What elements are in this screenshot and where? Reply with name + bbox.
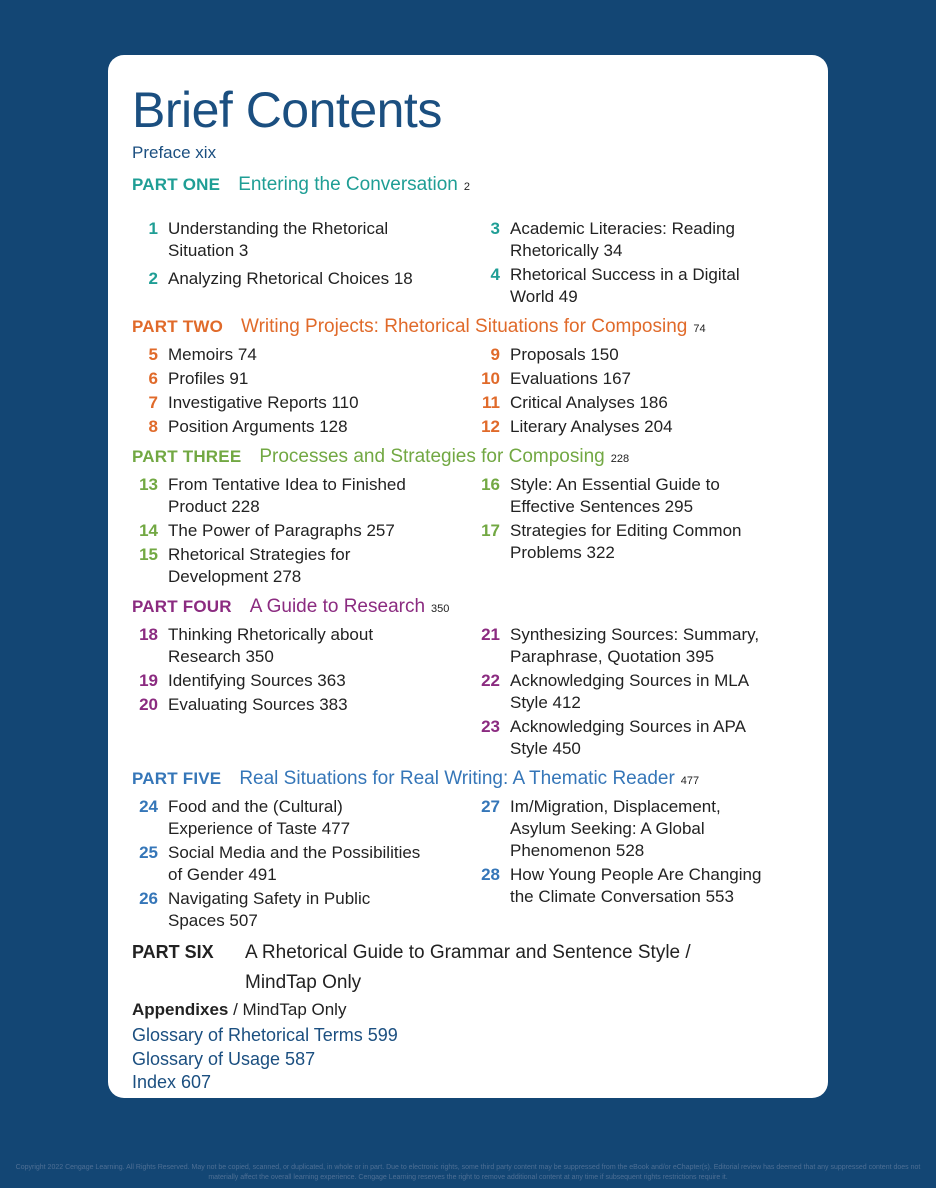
chapter-title: Literary Analyses 204	[510, 417, 673, 436]
glossary-usage-link[interactable]: Glossary of Usage 587	[132, 1049, 316, 1069]
chapter-title: How Young People Are Changing the Climate Conversation 553	[510, 865, 762, 906]
part-label: PART TWO	[132, 317, 223, 336]
part-two-heading[interactable]	[132, 315, 706, 341]
glossary-rhetorical-terms-link[interactable]: Glossary of Rhetorical Terms 599	[132, 1025, 398, 1045]
part-label: PART ONE	[132, 175, 221, 194]
chapter-number: 12	[481, 417, 500, 436]
part-label: PART FIVE	[132, 769, 222, 788]
chapter-number: 1	[148, 219, 158, 238]
chapter-number: 13	[139, 475, 158, 494]
chapter-number: 20	[139, 695, 158, 714]
chapter-number: 22	[481, 671, 500, 690]
chapter-title: Synthesizing Sources: Summary, Paraphrase, Quotation 395	[510, 625, 760, 666]
chapter-title: Style: An Essential Guide to Effective Sentences 295	[510, 475, 720, 516]
chapter-title: Im/Migration, Displacement, Asylum Seeking: A Global Phenomenon 528	[510, 797, 721, 860]
part-page: 2	[463, 181, 470, 193]
chapter-title: Profiles 91	[168, 369, 249, 388]
part-title: A Rhetorical Guide to Grammar and Sentence Style / MindTap Only	[245, 942, 691, 993]
preface-entry[interactable]: Preface xix	[132, 143, 217, 162]
part-page: 477	[680, 775, 700, 787]
chapter-number: 4	[490, 265, 500, 284]
chapter-number: 2	[148, 269, 158, 288]
chapter-number: 15	[139, 545, 158, 564]
part-title: Processes and Strategies for Composing	[259, 446, 605, 467]
chapter-number: 6	[148, 369, 158, 388]
chapter-title: Critical Analyses 186	[510, 393, 668, 412]
chapter-title: Identifying Sources 363	[168, 671, 346, 690]
part-label: PART SIX	[132, 942, 214, 962]
chapter-number: 28	[481, 865, 500, 884]
chapter-number: 26	[139, 889, 158, 908]
appendixes-label: Appendixes	[132, 1000, 229, 1019]
part-page: 228	[610, 453, 630, 465]
chapter-number: 21	[481, 625, 500, 644]
part-page: 74	[693, 323, 706, 335]
part-five-heading[interactable]	[132, 767, 699, 793]
chapter-title: Acknowledging Sources in MLA Style 412	[510, 671, 750, 712]
chapter-number: 5	[148, 345, 158, 364]
chapter-number: 24	[139, 797, 158, 816]
chapter-title: Rhetorical Success in a Digital World 49	[510, 265, 740, 306]
part-title: A Guide to Research	[249, 596, 426, 617]
chapter-title: Academic Literacies: Reading Rhetorically 34	[510, 219, 735, 260]
chapter-number: 27	[481, 797, 500, 816]
chapter-title: Investigative Reports 110	[168, 393, 359, 412]
chapter-title: Understanding the Rhetorical Situation 3	[168, 219, 389, 260]
chapter-title: From Tentative Idea to Finished Product 228	[168, 475, 406, 516]
part-one-heading[interactable]	[132, 173, 470, 199]
chapter-number: 10	[481, 369, 500, 388]
copyright-notice: Copyright 2022 Cengage Learning. All Rights Reserved. May not be copied, scanned, or duplicated, in whole or in part. Due to electronic rights, some third party content may be suppressed from the eBook and/or eChapter(s). Editorial review has deemed that any suppressed content does not materially affect the overall learning experience. Cengage Learning reserves the right to remove additional content at any time if subsequent rights restrictions require it.	[15, 1164, 921, 1181]
chapter-title: Analyzing Rhetorical Choices 18	[168, 269, 413, 288]
part-title: Entering the Conversation	[238, 174, 458, 195]
chapter-title: Evaluations 167	[510, 369, 631, 388]
chapter-title: Food and the (Cultural) Experience of Taste 477	[168, 797, 351, 838]
part-four-heading[interactable]	[132, 595, 449, 621]
chapter-title: Acknowledging Sources in APA Style 450	[510, 717, 746, 758]
chapter-number: 7	[148, 393, 158, 412]
part-title: Writing Projects: Rhetorical Situations for Composing	[241, 316, 688, 337]
part-label: PART THREE	[132, 447, 242, 466]
chapter-number: 14	[139, 521, 158, 540]
appendixes-note: / MindTap Only	[228, 1000, 347, 1019]
part-label: PART FOUR	[132, 597, 232, 616]
appendixes-entry[interactable]	[132, 999, 346, 1021]
chapter-number: 8	[148, 417, 158, 436]
chapter-number: 17	[481, 521, 500, 540]
chapter-title: Strategies for Editing Common Problems 322	[510, 521, 742, 562]
chapter-title: The Power of Paragraphs 257	[168, 521, 395, 540]
chapter-title: Social Media and the Possibilities of Gender 491	[168, 843, 421, 884]
chapter-number: 3	[490, 219, 500, 238]
chapter-number: 9	[490, 345, 500, 364]
chapter-number: 23	[481, 717, 500, 736]
chapter-number: 18	[139, 625, 158, 644]
chapter-title: Navigating Safety in Public Spaces 507	[168, 889, 371, 930]
chapter-number: 16	[481, 475, 500, 494]
chapter-number: 25	[139, 843, 158, 862]
index-link[interactable]: Index 607	[132, 1072, 212, 1092]
chapter-title: Memoirs 74	[168, 345, 257, 364]
chapter-number: 19	[139, 671, 158, 690]
chapter-title: Position Arguments 128	[168, 417, 348, 436]
page-title: Brief Contents	[132, 82, 442, 138]
chapter-title: Proposals 150	[510, 345, 619, 364]
part-title: Real Situations for Real Writing: A Thematic Reader	[239, 768, 675, 789]
chapter-number: 11	[482, 393, 500, 412]
chapter-title: Evaluating Sources 383	[168, 695, 348, 714]
chapter-title: Rhetorical Strategies for Development 278	[168, 545, 351, 586]
chapter-title: Thinking Rhetorically about Research 350	[168, 625, 374, 666]
part-three-heading[interactable]	[132, 445, 629, 471]
part-page: 350	[431, 603, 450, 615]
